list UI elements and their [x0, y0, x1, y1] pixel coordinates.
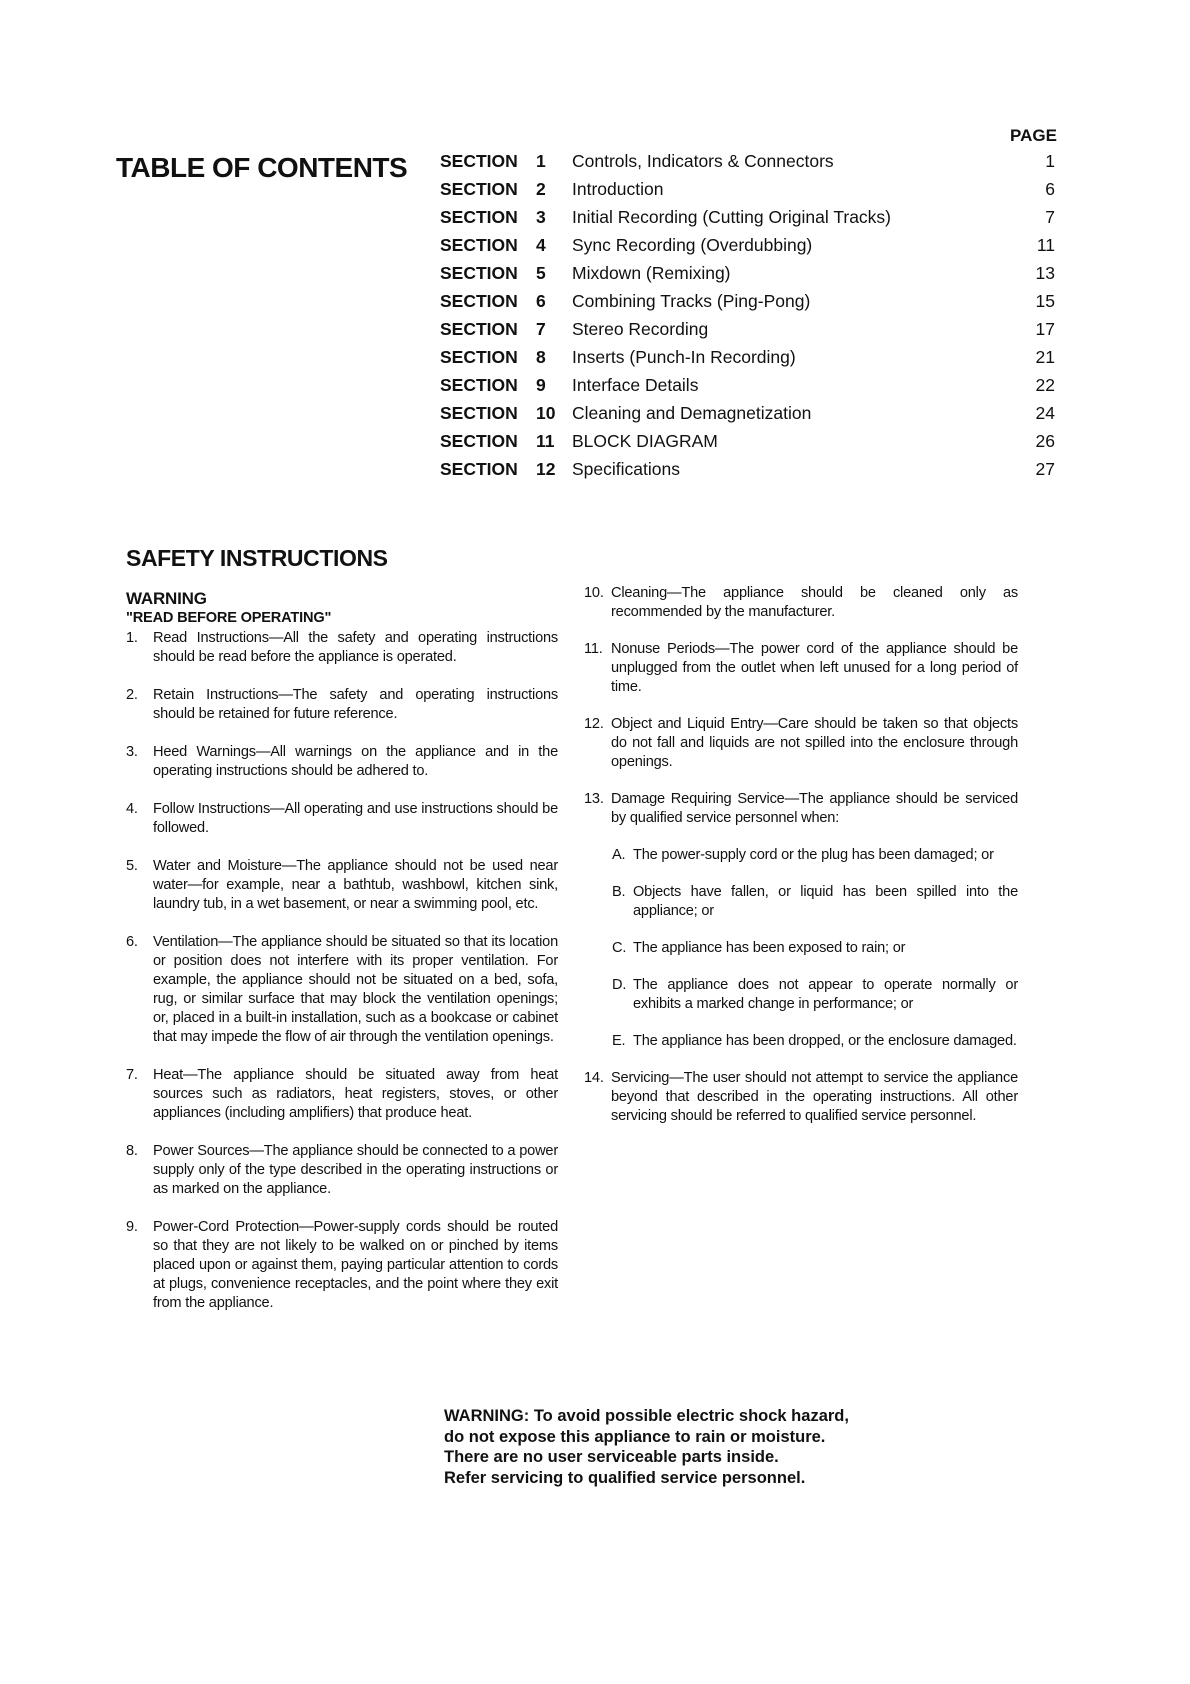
- toc-title: TABLE OF CONTENTS: [116, 152, 408, 183]
- toc-page-number: 7: [1045, 207, 1055, 227]
- toc-section-label: SECTION: [440, 291, 518, 311]
- damage-condition: [584, 939, 1018, 958]
- toc-section-number: 1: [536, 151, 546, 171]
- safety-item-number: 6.: [126, 934, 138, 950]
- damage-condition: [584, 976, 1018, 1014]
- toc-entry: [440, 207, 1055, 235]
- toc-list: [440, 151, 1055, 487]
- safety-list-left: [126, 629, 558, 1313]
- damage-condition-letter: A.: [612, 847, 626, 863]
- safety-item: [126, 800, 558, 838]
- toc-page-number: 26: [1035, 431, 1055, 451]
- safety-left-column: [126, 588, 558, 1313]
- safety-item: [584, 1069, 1018, 1126]
- toc-entry: [440, 235, 1055, 263]
- toc-section-number: 11: [536, 431, 555, 451]
- toc-section-label: SECTION: [440, 207, 518, 227]
- safety-item-number: 7.: [126, 1067, 138, 1083]
- safety-item: [126, 1218, 558, 1313]
- toc-section-number: 10: [536, 403, 556, 423]
- safety-item-text: Read Instructions—All the safety and operating instructions should be read before the appliance is operated.: [153, 630, 558, 665]
- toc-page-number: 1: [1045, 151, 1055, 171]
- damage-condition-letter: D.: [612, 977, 627, 993]
- toc-entry: [440, 431, 1055, 459]
- toc-section-label: SECTION: [440, 431, 518, 451]
- toc-section-title: BLOCK DIAGRAM: [572, 431, 718, 451]
- toc-section-number: 7: [536, 319, 546, 339]
- toc-entry: [440, 375, 1055, 403]
- safety-right-column: [584, 584, 1018, 1126]
- safety-item-text: Heed Warnings—All warnings on the appliance and in the operating instructions should be adhered to.: [153, 744, 558, 779]
- toc-section-title: Cleaning and Demagnetization: [572, 403, 812, 423]
- toc-section-label: SECTION: [440, 403, 518, 423]
- safety-item: [126, 743, 558, 781]
- damage-condition: [584, 1032, 1018, 1051]
- safety-item: [126, 629, 558, 667]
- safety-item-text: Power Sources—The appliance should be connected to a power supply only of the type described in the operating instructions or as marked on the appliance.: [153, 1143, 558, 1197]
- toc-section-label: SECTION: [440, 459, 518, 479]
- toc-section-title: Introduction: [572, 179, 664, 199]
- toc-section-label: SECTION: [440, 263, 518, 283]
- toc-section-title: Controls, Indicators & Connectors: [572, 151, 834, 171]
- damage-condition-letter: C.: [612, 940, 627, 956]
- safety-item-text: Power-Cord Protection—Power-supply cords should be routed so that they are not likely to be walked on or pinched by items placed upon or against them, paying particular attention to cords at plugs, convenience receptacles, and the point where they exit from the appliance.: [153, 1219, 558, 1311]
- safety-item: [126, 933, 558, 1047]
- safety-item: [584, 790, 1018, 828]
- toc-page-number: 17: [1035, 319, 1055, 339]
- safety-item-number: 11.: [584, 641, 603, 657]
- safety-item-text: Heat—The appliance should be situated away from heat sources such as radiators, heat registers, stoves, or other appliances (including amplifiers) that produce heat.: [153, 1067, 558, 1121]
- toc-section-title: Stereo Recording: [572, 319, 709, 339]
- safety-list-right: [584, 584, 1018, 828]
- safety-item-text: Servicing—The user should not attempt to service the appliance beyond that described in the operating instructions. All other servicing should be referred to qualified service personnel.: [611, 1070, 1018, 1124]
- toc-page-number: 6: [1045, 179, 1055, 199]
- toc-entry: [440, 263, 1055, 291]
- warning-line: There are no user serviceable parts inside.: [444, 1448, 779, 1466]
- toc-entry: [440, 403, 1055, 431]
- safety-item-number: 10.: [584, 585, 604, 601]
- toc-entry: [440, 347, 1055, 375]
- toc-section-title: Interface Details: [572, 375, 699, 395]
- toc-section-number: 2: [536, 179, 546, 199]
- toc-section-title: Mixdown (Remixing): [572, 263, 731, 283]
- safety-item: [126, 857, 558, 914]
- damage-condition-letter: E.: [612, 1033, 626, 1049]
- toc-entry: [440, 319, 1055, 347]
- safety-item-text: Retain Instructions—The safety and operating instructions should be retained for future reference.: [153, 687, 558, 722]
- damage-condition: [584, 883, 1018, 921]
- warning-line: WARNING: To avoid possible electric shock hazard,: [444, 1407, 849, 1425]
- toc-section-number: 4: [536, 235, 546, 255]
- toc-section-label: SECTION: [440, 235, 518, 255]
- toc-section-label: SECTION: [440, 347, 518, 367]
- safety-item-text: Ventilation—The appliance should be situated so that its location or position does not interfere with its proper ventilation. For example, the appliance should not be situated on a bed, sofa, rug, or similar surface that may block the ventilation openings; or, placed in a built-in installation, such as a bookcase or cabinet that may impede the flow of air through the ventilation openings.: [153, 934, 558, 1045]
- damage-condition-letter: B.: [612, 884, 626, 900]
- safety-item-number: 3.: [126, 744, 138, 760]
- toc-page-number: 22: [1035, 375, 1055, 395]
- safety-item-number: 1.: [126, 630, 138, 646]
- toc-section-number: 8: [536, 347, 546, 367]
- damage-condition-text: The power-supply cord or the plug has been damaged; or: [633, 847, 994, 863]
- safety-list-right-continued: [584, 1069, 1018, 1126]
- safety-item-text: Nonuse Periods—The power cord of the appliance should be unplugged from the outlet when left unused for a long period of time.: [611, 641, 1018, 695]
- toc-section-label: SECTION: [440, 319, 518, 339]
- safety-item: [126, 1066, 558, 1123]
- toc-entry: [440, 291, 1055, 319]
- toc-section-number: 3: [536, 207, 546, 227]
- safety-item-text: Object and Liquid Entry—Care should be taken so that objects do not fall and liquids are not spilled into the enclosure through openings.: [611, 716, 1018, 770]
- warning-subheading: "READ BEFORE OPERATING": [126, 610, 332, 626]
- damage-condition-text: The appliance has been exposed to rain; or: [633, 940, 906, 956]
- damage-condition: [584, 846, 1018, 865]
- safety-item: [126, 1142, 558, 1199]
- toc-page-number: 27: [1035, 459, 1055, 479]
- toc-section-title: Specifications: [572, 459, 680, 479]
- toc-section-number: 6: [536, 291, 546, 311]
- toc-entry: [440, 179, 1055, 207]
- safety-item: [584, 584, 1018, 622]
- safety-item: [584, 640, 1018, 697]
- toc-section-title: Inserts (Punch-In Recording): [572, 347, 796, 367]
- toc-page-number: 24: [1035, 403, 1055, 423]
- toc-section-number: 12: [536, 459, 556, 479]
- safety-item: [584, 715, 1018, 772]
- toc-section-label: SECTION: [440, 151, 518, 171]
- safety-item-number: 12.: [584, 716, 604, 732]
- safety-item-text: Cleaning—The appliance should be cleaned only as recommended by the manufacturer.: [611, 585, 1018, 620]
- toc-section-title: Initial Recording (Cutting Original Tracks): [572, 207, 892, 227]
- warning-line: Refer servicing to qualified service personnel.: [444, 1468, 806, 1487]
- safety-item: [126, 686, 558, 724]
- safety-item-text: Water and Moisture—The appliance should not be used near water—for example, near a bathtub, washbowl, kitchen sink, laundry tub, in a wet basement, or near a swimming pool, etc.: [153, 858, 558, 912]
- toc-section-title: Sync Recording (Overdubbing): [572, 235, 813, 255]
- safety-item-number: 2.: [126, 687, 138, 703]
- toc-page-header: PAGE: [1010, 126, 1057, 145]
- toc-section-number: 9: [536, 375, 546, 395]
- safety-item-number: 5.: [126, 858, 138, 874]
- toc-entry: [440, 459, 1055, 487]
- damage-condition-text: The appliance has been dropped, or the enclosure damaged.: [633, 1033, 1017, 1049]
- toc-entry: [440, 151, 1055, 179]
- damage-conditions-list: [584, 846, 1018, 1051]
- shock-hazard-warning: [444, 1406, 1004, 1488]
- damage-condition-text: The appliance does not appear to operate normally or exhibits a marked change in performance; or: [633, 977, 1018, 1012]
- safety-item-number: 8.: [126, 1143, 138, 1159]
- toc-section-label: SECTION: [440, 179, 518, 199]
- safety-title: SAFETY INSTRUCTIONS: [126, 545, 388, 571]
- safety-item-number: 4.: [126, 801, 138, 817]
- warning-line: do not expose this appliance to rain or moisture.: [444, 1427, 826, 1446]
- toc-section-label: SECTION: [440, 375, 518, 395]
- safety-item-number: 9.: [126, 1219, 138, 1235]
- toc-section-title: Combining Tracks (Ping-Pong): [572, 291, 811, 311]
- toc-page-number: 11: [1036, 235, 1055, 255]
- damage-condition-text: Objects have fallen, or liquid has been spilled into the appliance; or: [633, 884, 1018, 919]
- toc-page-number: 13: [1035, 263, 1055, 283]
- safety-item-number: 14.: [584, 1070, 604, 1086]
- safety-item-text: Follow Instructions—All operating and use instructions should be followed.: [153, 801, 558, 836]
- toc-section-number: 5: [536, 263, 546, 283]
- safety-item-text: Damage Requiring Service—The appliance should be serviced by qualified service personnel when:: [611, 791, 1018, 826]
- toc-page-number: 15: [1035, 291, 1055, 311]
- safety-item-number: 13.: [584, 791, 604, 807]
- toc-page-number: 21: [1035, 347, 1055, 367]
- warning-heading: WARNING: [126, 589, 207, 608]
